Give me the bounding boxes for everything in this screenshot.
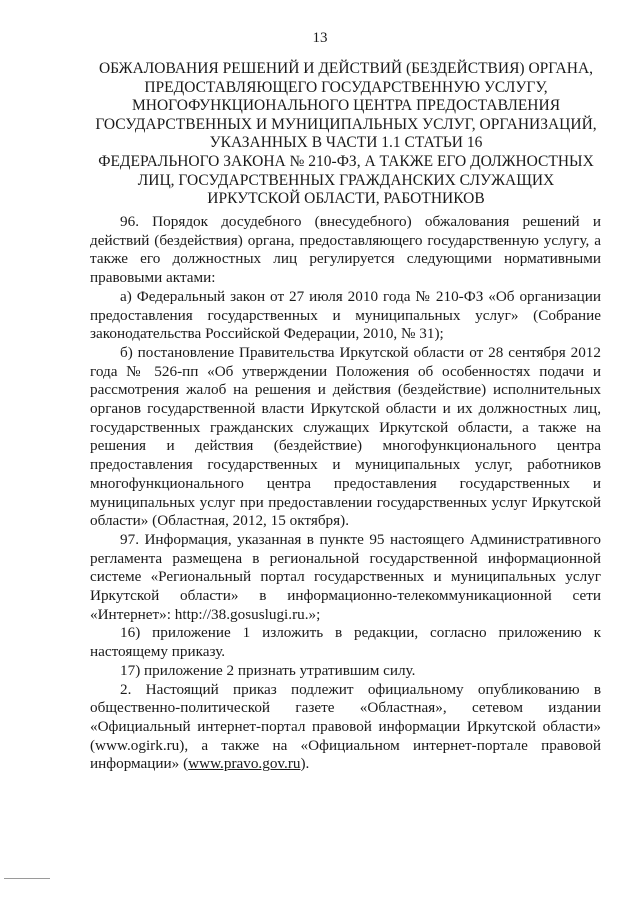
heading-line: УКАЗАННЫХ В ЧАСТИ 1.1 СТАТЬИ 16	[209, 134, 483, 152]
paragraph-97: 97. Информация, указанная в пункте 95 настоящего Административного регламента размещена в региональной государственной информационной системе «Региональный портал государственных и муниципальных услуг Иркутской области» в информационно-телекоммуникационной сети «Интернет»: http://38.gosuslugi.ru.»;	[90, 530, 601, 623]
section-heading	[88, 60, 604, 209]
paragraph-2-text: 2. Настоящий приказ подлежит официальному опубликованию в общественно-политической газете «Областная», сетевом издании «Официальный интернет-портал правовой информации Иркутской области» (www.ogirk.ru), а также на «Официальном интернет-портале правовой информации» (	[90, 680, 601, 773]
paragraph-16: 16) приложение 1 изложить в редакции, согласно приложению к настоящему приказу.	[90, 624, 601, 661]
heading-line: ИРКУТСКОЙ ОБЛАСТИ, РАБОТНИКОВ	[207, 190, 485, 208]
heading-line: ЛИЦ, ГОСУДАРСТВЕННЫХ ГРАЖДАНСКИХ СЛУЖАЩИХ	[137, 171, 555, 189]
heading-line: МНОГОФУНКЦИОНАЛЬНОГО ЦЕНТРА ПРЕДОСТАВЛЕНИЯ	[131, 97, 561, 115]
paragraph-96: 96. Порядок досудебного (внесудебного) обжалования решений и действий (бездействия) органа, предоставляющего государственную услугу, а также его должностных лиц регулируется следующими нормативными правовыми актами:	[90, 213, 601, 287]
paragraph-96-b: б) постановление Правительства Иркутской области от 28 сентября 2012 года № 526-пп «Об утверждении Положения об особенностях подачи и рассмотрения жалоб на решения и действия (бездействие) исполнительных органов государственной власти Иркутской области и их должностных лиц, государственных гражданских служащих Иркутской области, а также на решения и действия (бездействие) многофункционального центра предоставления государственных и муниципальных услуг, работников многофункционального центра предоставления государственных и муниципальных услуг при предоставлении государственных услуг Иркутской области» (Областная, 2012, 15 октября).	[90, 343, 601, 530]
page-number: 13	[312, 30, 328, 46]
paragraph-2	[90, 681, 601, 775]
paragraph-17: 17) приложение 2 признать утратившим силу.	[120, 661, 416, 679]
document-body	[90, 213, 601, 774]
footer-rule	[4, 878, 50, 879]
pravo-link[interactable]: www.pravo.gov.ru	[188, 755, 301, 773]
heading-line: ГОСУДАРСТВЕННЫХ И МУНИЦИПАЛЬНЫХ УСЛУГ, ОРГАНИЗАЦИЙ,	[95, 115, 597, 133]
heading-line: ПРЕДОСТАВЛЯЮЩЕГО ГОСУДАРСТВЕННУЮ УСЛУГУ,	[144, 78, 548, 96]
paragraph-96-a: а) Федеральный закон от 27 июля 2010 года № 210-ФЗ «Об организации предоставления государственных и муниципальных услуг» (Собрание законодательства Российской Федерации, 2010, № 31);	[90, 287, 601, 343]
heading-line: ФЕДЕРАЛЬНОГО ЗАКОНА № 210-ФЗ, А ТАКЖЕ ЕГО ДОЛЖНОСТНЫХ	[98, 152, 594, 170]
heading-line: ОБЖАЛОВАНИЯ РЕШЕНИЙ И ДЕЙСТВИЙ (БЕЗДЕЙСТВИЯ) ОРГАНА,	[98, 60, 594, 77]
paragraph-2-end: ).	[300, 755, 310, 773]
